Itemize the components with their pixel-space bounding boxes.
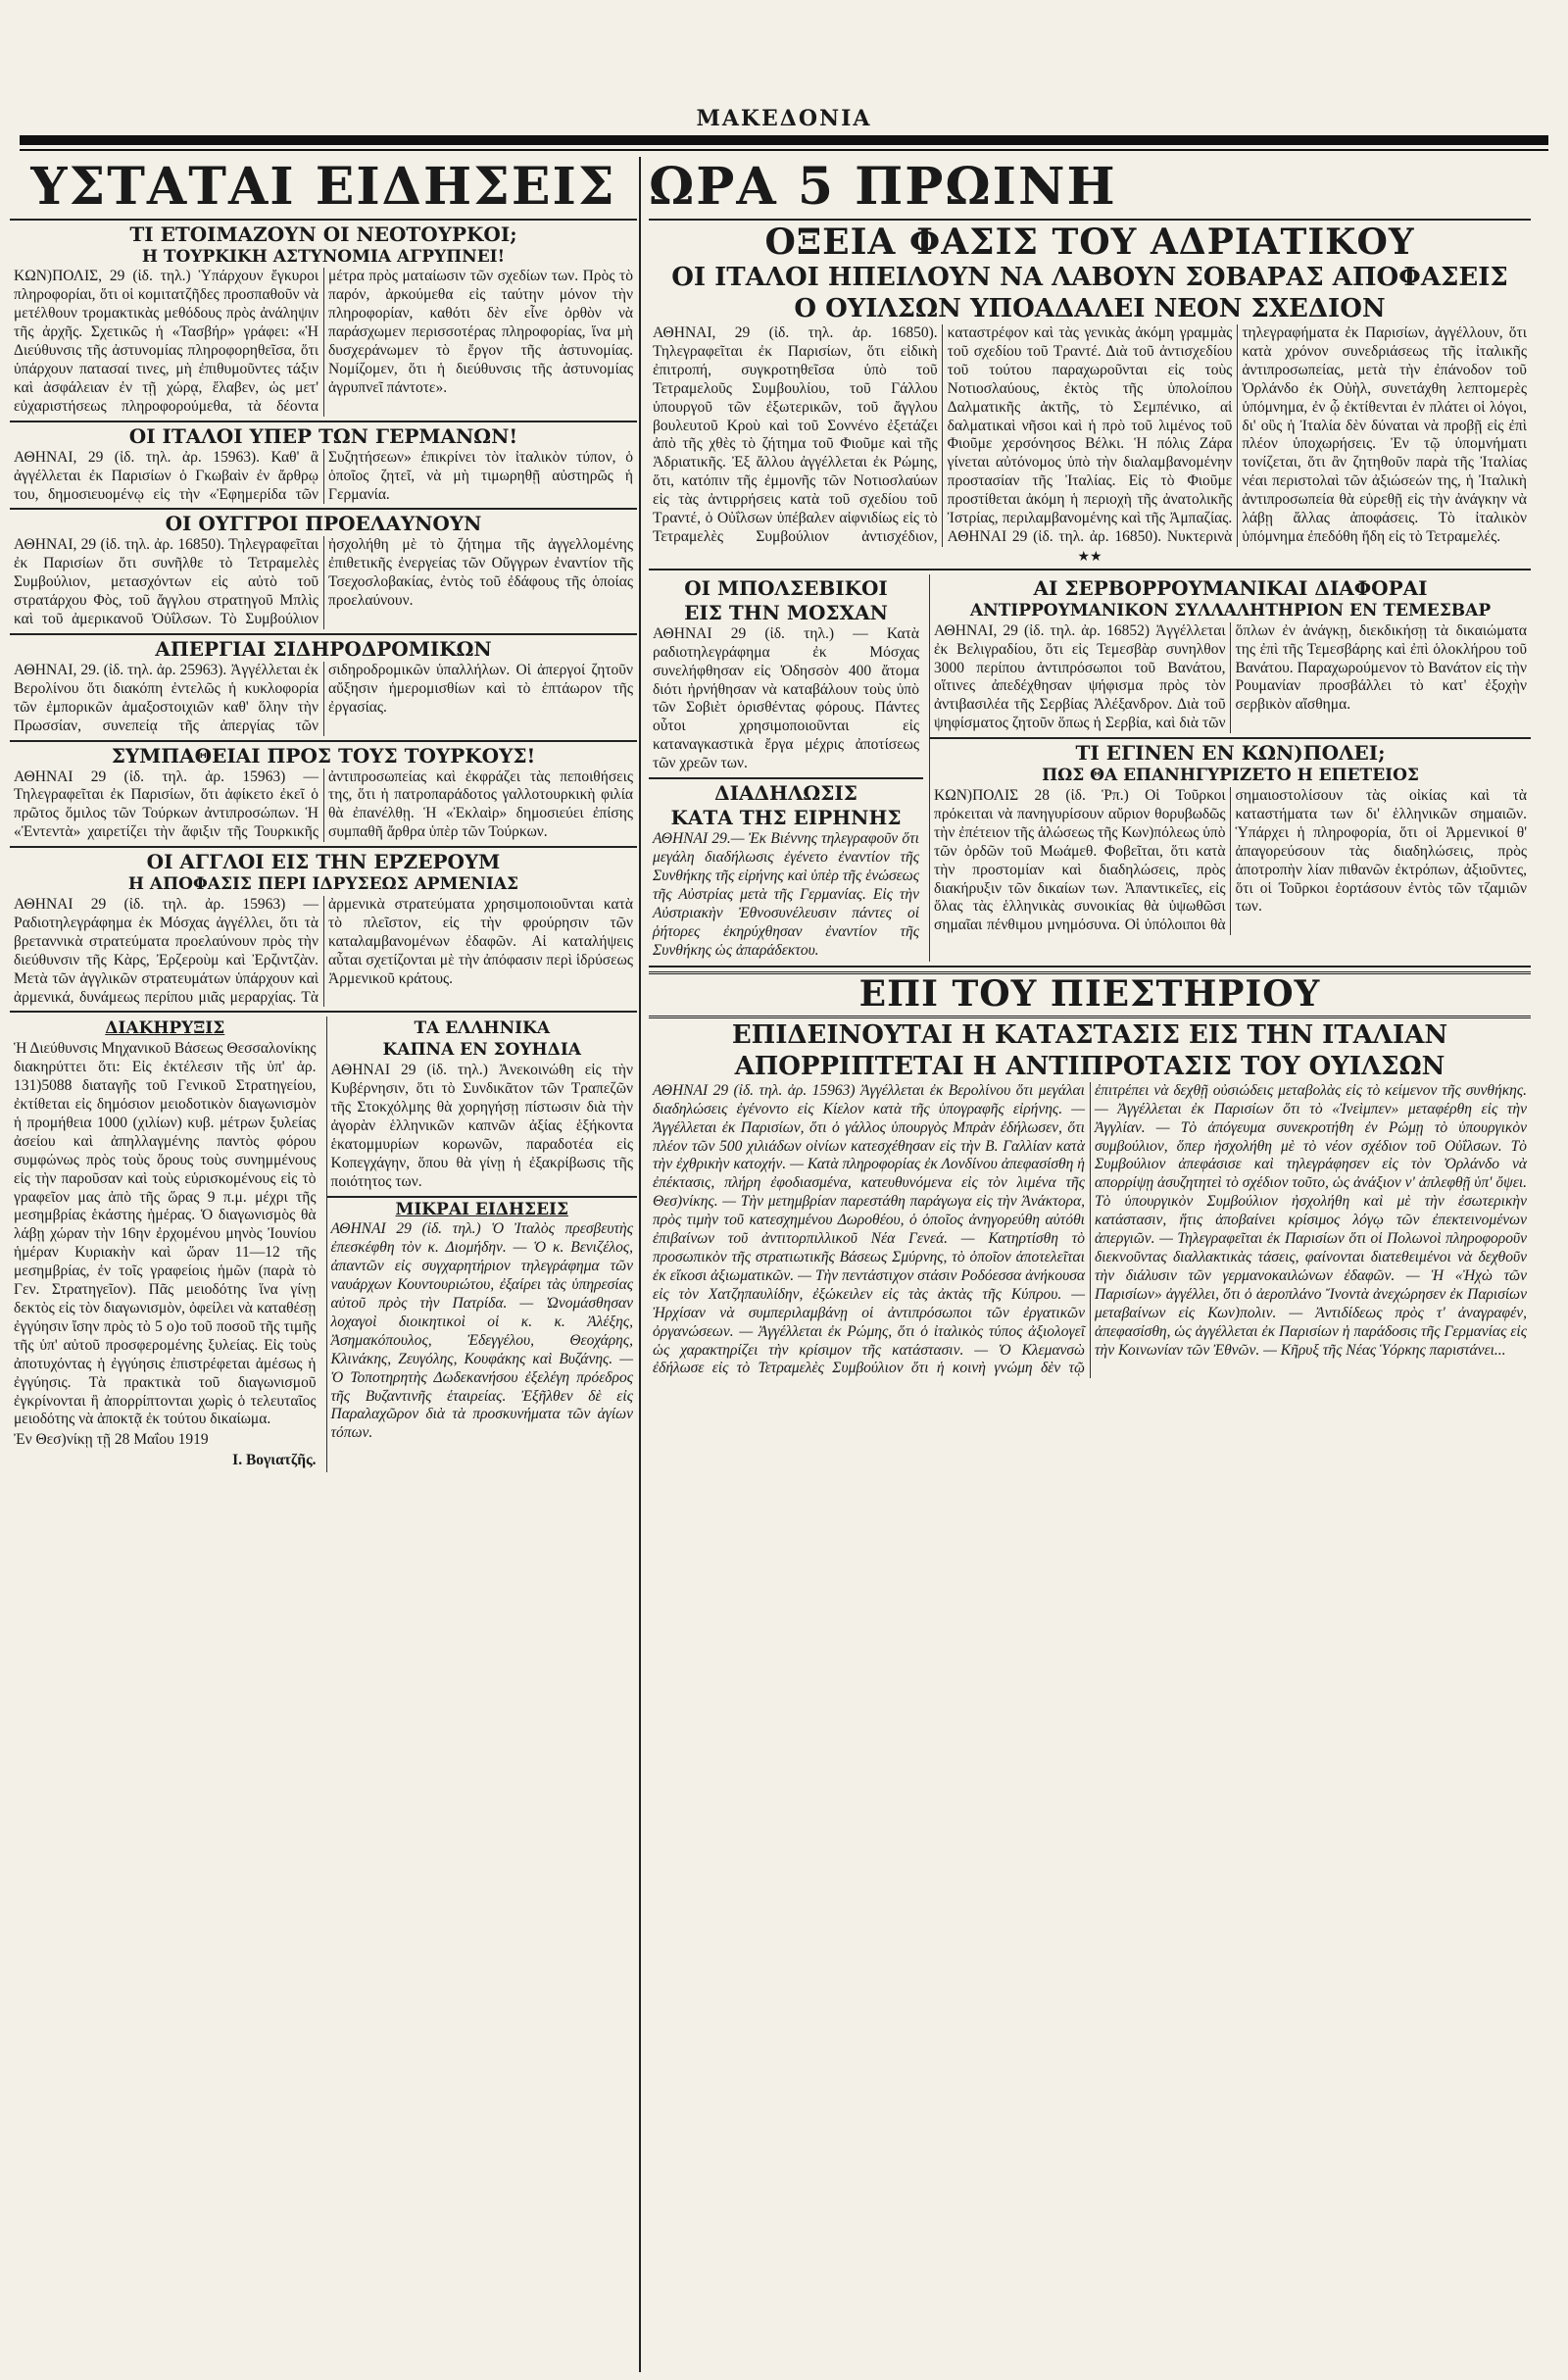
article-subheadline: ΟΙ ΙΤΑΛΟΙ ΗΠΕΙΛΟΥΝ ΝΑ ΛΑΒΟΥΝ ΣΟΒΑΡΑΣ ΑΠΟΦΑΣΕΙΣ <box>671 263 1508 293</box>
article-body: ΑΘΗΝΑΙ 29 (ἰδ. τηλ. ἀρ. 15963) — Ραδιοτηλεγράφημα ἐκ Μόσχας ἀγγέλλει, ὅτι τὰ βρεταννικὰ στρατεύματα προελαύνουν πρὸς τὴν διεύθυνσιν τῆς Κὰρς, Ἐρζεροὺμ καὶ Ἐρζιντζὰν. Μετὰ τῶν ἀγγλικῶν στρατευμάτων ὑπάρχουν καὶ ἀρμενικά, δυνάμεως περίπου μιᾶς μεραρχίας. Τὰ ἀρμενικὰ στρατεύματα χρησιμοποιοῦνται κατὰ τὸ πλεῖστον, εἰς τὴν φρούρησιν τῶν καταλαμβανομένων ἐδαφῶν. Αἱ καταλήψεις αὗται σχετίζονται μὲ τὴν ἀπόφασιν περὶ ἱδρύσεως Ἀρμενικοῦ κράτους. <box>14 896 633 1006</box>
article-body: ΑΘΗΝΑΙ 29 (ἰδ. τηλ. ἀρ. 15963) — Τηλεγραφεῖται ἐκ Παρισίων, ὅτι ἀφίκετο ἐκεῖ ὁ πρῶτος ὅμιλος τῶν Τούρκων ἀντιπροσώπων. Ἡ «Ἐντεντὰ» χαιρετίζει τὴν ἄφιξιν τῆς Τουρκικῆς ἀντιπροσωπείας καὶ ἐκφράζει τὰς πεποιθήσεις της, ὅτι ἡ πατροπαράδοτος γαλλοτουρκικὴ φιλία θὰ ἐπανέλθῃ. Ἡ «Ἐκλαὶρ» δημοσιεύει ἐπίσης συμπαθῆ ἄρθρα ὑπὲρ τῶν Τούρκων. <box>14 768 633 841</box>
left-news-column <box>10 157 637 1472</box>
top-rule <box>20 135 1548 145</box>
mid-right-grid <box>649 574 1531 963</box>
article-body: ΑΘΗΝΑΙ, 29. (ἰδ. τηλ. ἀρ. 25963). Ἀγγέλλεται ἐκ Βερολίνου ὅτι διακόπη ἐντελῶς ἡ κυκλοφορία τῶν ἐμπορικῶν ἁμαξοστοιχιῶν καθ' ὅλην τὴν Πρωσσίαν, συνεπείᾳ τῆς ἀπεργίας τῶν σιδηροδρομικῶν ὑπαλλήλων. Οἱ ἀπεργοί ζητοῦν αὔξησιν ἡμερομισθίων καὶ τὸ ἑπτάωρον τῆς ἐργασίας. <box>14 661 633 734</box>
article-signer: Ι. Βογιατζῆς. <box>232 1452 317 1469</box>
article-headline: ΟΙ ΟΥΓΓΡΟΙ ΠΡΟΕΛΑΥΝΟΥΝ <box>165 512 482 536</box>
article-headline: ΑΙ ΣΕΡΒΟΡΡΟΥΜΑΝΙΚΑΙ ΔΙΑΦΟΡΑΙ <box>1033 575 1428 600</box>
subcolumn-right <box>929 574 1531 963</box>
top-rule-thin <box>20 149 1548 151</box>
right-news-column <box>649 157 1531 1380</box>
article-subheadline: Η ΤΟΥΡΚΙΚΗ ΑΣΤΥΝΟΜΙΑ ΑΓΡΥΠΝΕΙ! <box>141 246 506 267</box>
article-body: ΑΘΗΝΑΙ, 29 (ἰδ. τηλ. ἀρ. 16852) Ἀγγέλλεται ἐκ Βελιγραδίου, ὅτι εἰς Τεμεσβὰρ συνηλθον 3000 περίπου ἀντιπρόσωποι τοῦ Βανάτου, οἵτινες ἀπεδέχθησαν ψήφισμα πρὸς τὸν ἀντιβασιλέα τῆς Σερβίας Ἀλέξανδρον. Διὰ τοῦ ψηφίσματος ζητοῦν ὅπως ἡ Σερβία, καὶ διὰ τῶν ὅπλων ἐν ἀνάγκῃ, διεκδικήσῃ τὰ δικαιώματα της ἐπὶ τῆς Τεμεσβάρης καὶ ἐπὶ ὁλοκλήρου τοῦ Βανάτου. Παραχωρούμενον τὸ Βανάτον εἰς τὴν Ρουμανίαν προσβάλλει τὸ κατ' ἐξοχὴν σερβικὸν αἴσθημα. <box>934 621 1527 732</box>
article-body: ΑΘΗΝΑΙ 29 (ἰδ. τηλ.) Ὁ Ἰταλὸς πρεσβευτὴς ἐπεσκέφθη τὸν κ. Διομήδην. — Ὁ κ. Βενιζέλος, ἀπαντῶν εἰς συγχαρητήριον τηλεγράφημα τῶν ναυάρχων Κουντουριώτου, ἐξαίρει τὰς ὑπηρεσίας αὐτοῦ πρὸς τὴν Πατρίδα. — Ὠνομάσθησαν λοχαγοὶ διοικητικοὶ οἱ κ. κ. Ἀλέξης, Ἀσημακόπουλος, Ἐδεγγέλου, Θεοχάρης, Κλινάκης, Ζευγόλης, Κουφάκης καὶ Βυζάνης. — Ὁ Τοποτηρητὴς Δωδεκανήσου ἐξελέγη πρόεδρος τῆς Βυζαντινῆς ἑταιρείας. Ἐξῆλθεν δὲ εἰς Παραλαχῶρον διὰ τὰ προσκυνήματα τῶν ἁγίων τόπων. <box>330 1220 633 1442</box>
article-headline: ΟΙ ΙΤΑΛΟΙ ΥΠΕΡ ΤΩΝ ΓΕΡΜΑΝΩΝ! <box>128 423 518 448</box>
divider <box>327 1196 638 1198</box>
article-headline: ΔΙΑΔΗΛΩΣΙΣ <box>714 781 858 806</box>
masthead: ΜΑΚΕΔΟΝΙΑ <box>696 106 872 131</box>
article-subheadline: ΚΑΠΝΑ ΕΝ ΣΟΥΗΔΙΑ <box>382 1040 581 1061</box>
article-headline: ΑΠΕΡΓΙΑΙ ΣΙΔΗΡΟΔΡΟΜΙΚΩΝ <box>155 636 492 661</box>
divider <box>10 846 637 848</box>
divider <box>649 219 1531 221</box>
article-subheadline: ΠΩΣ ΘΑ ΕΠΑΝΗΓΥΡΙΖΕΤΟ Η ΕΠΕΤΕΙΟΣ <box>1042 766 1419 786</box>
article-headline: ΔΙΑΚΗΡΥΞΙΣ <box>105 1018 225 1039</box>
article-headline: ΟΙ ΜΠΟΛΣΕΒΙΚΟΙ <box>684 575 888 600</box>
article-subheadline: Ο ΟΥΙΛΣΩΝ ΥΠΟΑΔΑΛΕΙ ΝΕΟΝ ΣΧΕΔΙΟΝ <box>794 293 1386 323</box>
article-diakiryxis <box>10 1016 320 1472</box>
article-body: ΑΘΗΝΑΙ, 29 (ἰδ. τηλ. ἀρ. 16850). Τηλεγραφεῖται ἐκ Παρισίων ὅτι συνῆλθε τὸ Τετραμελὲς Συμβούλιον, μετασχόντων εἰς αὐτὸ τοῦ στρατάρχου Φὸς, τοῦ ἄγγλου στρατηγοῦ Μπλὶς καὶ τοῦ ἀμερικανοῦ Ὀὐΐλσων. Τὸ Συμβούλιον ἠσχολήθη μὲ τὸ ζήτημα τῆς ἀγγελλομένης ἐπιθετικῆς ἐνεργείας τῶν Οὔγγρων ἐναντίον τῆς Τσεχοσλοβακίας, ἐντὸς τοῦ ἐδάφους τῆς ὁποίας προελαύνουν. <box>14 536 633 628</box>
subcolumn-left <box>649 574 923 963</box>
divider <box>10 508 637 510</box>
article-body: ΚΩΝ)ΠΟΛΙΣ, 29 (ἰδ. τηλ.) Ὑπάρχουν ἔγκυροι πληροφορίαι, ὅτι οἱ κομιτατζῆδες προσπαθοῦν νὰ μετέλθουν τρομακτικὰς μεθόδους πρὸς ἀνάληψιν τῆς ἀρχῆς. Σχετικῶς ἡ «Τασβήρ» γράφει: «Ἡ Διεύθυνσις τῆς ἀστυνομίας πληροφορηθεῖσα, ὅτι ὑπάρχουν πατασαί τινες, μὴ ἐπιθυμοῦντες τάξιν καὶ ἀσφάλειαν ἐν τῇ χώρᾳ, ἔλαβεν, ὡς μετ' εὐχαριστήσεως πληροφορούμεθα, τὰ δέοντα μέτρα πρὸς ματαίωσιν τῶν σχεδίων των. Πρὸς τὸ παρόν, ἀρκούμεθα εἰς ταύτην μόνον τὴν πληροφορίαν, καθότι δὲν εἶνε ὀρθὸν νὰ παράσχωμεν περισσοτέρας πληροφορίας, ἵνα μὴ δυσχεράνωμεν τὸ ἔργον τῆς ἀστυνομίας. Νομίζομεν, ὅτι ἡ διεύθυνσις τῆς ἀστυνομίας ἀγρυπνεῖ πάντοτε». <box>14 268 633 415</box>
article-subheadline: ΑΠΟΡΡΙΠΤΕΤΑΙ Η ΑΝΤΙΠΡΟΤΑΣΙΣ ΤΟΥ ΟΥΙΛΣΩΝ <box>734 1051 1446 1081</box>
article-headline: ΟΞΕΙΑ ΦΑΣΙΣ ΤΟΥ ΑΔΡΙΑΤΙΚΟΥ <box>764 221 1415 263</box>
article-body: ΑΘΗΝΑΙ 29.— Ἐκ Βιέννης τηλεγραφοῦν ὅτι μεγάλη διαδήλωσις ἐγένετο ἐναντίον τῆς Συνθήκης τῆς εἰρήνης καὶ ὑπὲρ τῆς ἑνώσεως τῆς Αὐστρίας μετὰ τῆς Γερμανίας. Εἰς τὴν Αὐστριακὴν Ἐθνοσυνέλευσιν πάντες οἱ ῥήτορες ἐκηρύχθησαν ἐναντίον τῆς Συνθήκης ὡς ἀπαράδεκτου. <box>653 830 919 959</box>
article-italoi-germanon <box>10 423 637 505</box>
article-subheadline: ΕΠΙΔΕΙΝΟΥΤΑΙ Η ΚΑΤΑΣΤΑΣΙΣ ΕΙΣ ΤΗΝ ΙΤΑΛΙΑΝ <box>731 1020 1448 1051</box>
column-divider <box>639 157 641 2372</box>
divider <box>10 219 637 221</box>
lower-left-grid <box>10 1016 637 1472</box>
article-headline: ΟΙ ΑΓΓΛΟΙ ΕΙΣ ΤΗΝ ΕΡΖΕΡΟΥΜ <box>146 850 501 874</box>
divider <box>10 1011 637 1013</box>
article-body: ΑΘΗΝΑΙ 29 (ἰδ. τηλ.) — Κατὰ ραδιοτηλεγράφημα ἐκ Μόσχας συνελήφθησαν εἰς Ὀδησσὸν 400 ἄτομα διότι ἠρνήθησαν νὰ καταβάλουν τοὺς ὑπὸ τῶν Σοβιὲτ ὁρισθέντας φόρους. Πάντες οὗτοι χρησιμοποιοῦνται εἰς καταναγκαστικὰ ἔργα μέχρις ἀποτίσεως τῶν χρεῶν των. <box>653 624 919 772</box>
article-headline: ΕΠΙ ΤΟΥ ΠΙΕΣΤΗΡΙΟΥ <box>649 971 1531 1018</box>
stars-separator: ★★ <box>1077 548 1102 565</box>
article-adriatikou <box>649 221 1531 565</box>
article-body: ΑΘΗΝΑΙ, 29 (ἰδ. τηλ. ἀρ. 16850). Τηλεγραφεῖται ἐκ Παρισίων, ὅτι εἰδικὴ ἐπιτροπή, συγκροτηθεῖσα ὑπὸ τοῦ Τετραμελοῦς Συμβουλίου, τοῦ Γάλλου ὑπουργοῦ τῶν ἐξωτερικῶν, τοῦ ἄγγλου βουλευτοῦ Κροὺ καὶ τοῦ Σοννένο ἐξετάζει ἀπὸ τῆς χθὲς τὸ ζήτημα τοῦ Φιοῦμε καὶ τῆς Ἀδριατικῆς. Ἐξ ἄλλου ἀγγέλλεται ἐκ Ρώμης, ὅτι, κατόπιν τῆς ἐμμονῆς τῶν Νοτιοσλαύων εἰς τὰς ἀντιρρήσεις κατὰ τοῦ σχεδίου τοῦ Τραντέ, ὁ Οὐΐλσων ὑπέβαλεν αἰφνιδίως εἰς τὸ Τετραμελὲς Συμβούλιον ἀντισχέδιον, καταστρέφον καὶ τὰς γενικὰς ἀκόμη γραμμὰς τοῦ σχεδίου τοῦ Τραντέ. Διὰ τοῦ ἀντισχεδίου τοῦ τούτου παραχωροῦνται εἰς τοὺς Νοτιοσλαύους, ἐκτὸς τῆς ὑπολοίπου Δαλματικῆς ἀκτῆς, τὸ Σεμπένικο, αἱ δαλματικαὶ νῆσοι καὶ ἡ πρὸ τοῦ λιμένος τοῦ Φιοῦμε χερσόνησος Βέλκι. Ἡ πόλις Ζάρα γίνεται αὐτόνομος ὑπὸ τὴν διαλαμβανομένην προστασίαν τῆς Ἰταλίας. Εἰς τὸ Φιοῦμε προστίθεται ἀκόμη ἡ περιοχὴ τῆς ἀνατολικῆς Ἰστρίας, περιλαμβανομένης καὶ τῆς Ἀμπαζίας. ΑΘΗΝΑΙ 29 (ἰδ. τηλ. ἀρ. 16850). Νυκτερινὰ τηλεγραφήματα ἐκ Παρισίων, ἀγγέλλουν, ὅτι κατὰ χρόνον συνεδριάσεως τῆς ἰταλικῆς ἀντιπροσωπείας, μετὰ τὴν ἐπάνοδον τοῦ Ὀρλάνδο ἐκ Οὐὴλ, συνετάχθη λεπτομερὲς ὑπόμνημα, ἐν ᾧ ἐκτίθενται ἐν πλάτει οἱ λόγοι, δι' οὓς ἡ Ἰταλία δὲν δύναται νὰ προβῇ εἰς ἐπὶ πλέον ὑποχωρήσεις. Ἐν τῷ ὑπομνήματι τονίζεται, ὅτι ἂν ζητηθοῦν παρὰ τῆς Ἰταλίας νέαι περιστολαὶ τῶν ἀξιώσεών της, ἡ Ἰταλικὴ ἀντιπροσωπεία θὰ εὑρεθῇ εἰς τὴν ἀνάγκην νὰ λάβῃ ἄλλας ἀποφάσεις. Τὸ ἰταλικὸν ὑπόμνημα ἐπεδόθη ἤδη εἰς τὸ Τετραμελές. <box>653 323 1527 545</box>
article-subheadline: ΕΙΣ ΤΗΝ ΜΟΣΧΑΝ <box>684 600 888 624</box>
article-neoturkoi <box>10 224 637 417</box>
article-subheadline: ΑΝΤΙΡΡΟΥΜΑΝΙΚΟΝ ΣΥΛΛΑΛΗΤΗΡΙΟΝ ΕΝ ΤΕΜΕΣΒΑΡ <box>969 600 1492 620</box>
article-apergiai <box>10 636 637 736</box>
article-headline: ΜΙΚΡΑΙ ΕΙΔΗΣΕΙΣ <box>395 1199 568 1219</box>
article-ouggroi <box>10 514 637 629</box>
article-body: ΑΘΗΝΑΙ 29 (ἰδ. τηλ.) Ἀνεκοινώθη εἰς τὴν Κυβέρνησιν, ὅτι τὸ Συνδικᾶτον τῶν Τραπεζῶν τῆς Στοκχόλμης θὰ χορηγήσῃ πίστωσιν διὰ τὴν ἀγορὰν ἑλληνικῶν καπνῶν ἀξίας ἑξήκοντα ἑκατομμυρίων κορωνῶν, παραδοτέα εἰς Κοπεγχάγην, ὅπου θὰ γίνῃ ἡ ἐξακρίβωσις τῆς ποιότητος των. <box>330 1062 633 1190</box>
article-aggloi-erzeroum <box>10 852 637 1007</box>
article-body: ΑΘΗΝΑΙ, 29 (ἰδ. τηλ. ἀρ. 15963). Καθ' ἃ ἀγγέλλεται ἐκ Παρισίων ὁ Γκωβαὶν ἐν ἄρθρῳ του, δημοσιευομένῳ εἰς τὴν «Ἐφημερίδα τῶν Συζητήσεων» ἐπικρίνει τὸν ἰταλικὸν τύπον, ὁ ὁποῖος ζητεῖ, νὰ μὴ τιμωρηθῇ αὐστηρῶς ἡ Γερμανία. <box>14 448 633 503</box>
divider <box>649 569 1531 570</box>
left-section-title: ΥΣΤΑΤΑΙ ΕΙΔΗΣΕΙΣ <box>30 157 616 217</box>
article-body: ΚΩΝ)ΠΟΛΙΣ 28 (ἰδ. Ῥπ.) Οἱ Τοῦρκοι πρόκειται νὰ πανηγυρίσουν αὔριον θορυβωδῶς τὴν ἐπέτειον τῆς ἁλώσεως τῆς Κων)πόλεως ὑπὸ τῶν ὀρδῶν τοῦ Μωάμεθ. Φοβεῖται, ὅτι κατὰ τὴν προστομίαν καὶ διαδηλώσεις, πρὸς διακήρυξιν τῶν δικαίων των. Ἀπαντικεῖες, εἰς ὅλας τὰς ἑλληνικὰς συνοικίας θὰ ὑψωθῶσι σημαῖαι πένθιμου μνημόσυνα. Οἱ ὑπόλοιποι θὰ σημαιοστολίσουν τὰς οἰκίας καὶ τὰ καταστήματα των δι' ἑλληνικῶν σημαιῶν. Ὑπάρχει ἡ πληροφορία, ὅτι οἱ Ἀρμενικοί θ' ἀπαγορεύσουν τὰς διαδηλώσεις, πρὸς ἀποτροπὴν λίαν πιθανῶν ἐκτρόπων, ἀξιοῦντες, ὅτι οἱ Τοῦρκοι ἑορτάσουν ἐντὸς τῶν τζαμιῶν των. <box>934 786 1527 934</box>
article-piestiriou <box>649 971 1531 1378</box>
article-subheadline: Η ΑΠΟΦΑΣΙΣ ΠΕΡΙ ΙΔΡΥΣΕΩΣ ΑΡΜΕΝΙΑΣ <box>127 874 519 895</box>
article-headline: ΣΥΜΠΑΘΕΙΑΙ ΠΡΟΣ ΤΟΥΣ ΤΟΥΡΚΟΥΣ! <box>111 743 536 768</box>
right-subcolumn <box>326 1016 638 1472</box>
article-dateline: Ἐν Θεσ)νίκῃ τῇ 28 Μαΐου 1919 <box>14 1431 209 1449</box>
article-body: ΑΘΗΝΑΙ 29 (ἰδ. τηλ. ἀρ. 15963) Ἀγγέλλεται ἐκ Βερολίνου ὅτι μεγάλαι διαδηλώσεις ἐγένοντο εἰς Κίελον κατὰ τῆς ὑπογραφῆς εἰρήνης. — Ἀγγέλλεται ἐκ Παρισίων, ὅτι ὁ γάλλος ὑπουργὸς Μπρὰν ἐδήλωσεν, ὅτι πλέον τῶν 500 χιλιάδων οἰνίων κατεσχέθησαν εἰς τὴν Β. Γαλλίαν κατὰ τὴν ἐχθρικὴν κατοχήν. — Κατὰ πληροφορίας ἐκ Λονδίνου ἀπεφασίσθη ἡ ἐπέκτασις, πλήρη ἐφοδιασμένα, κατευθυνόμενα εἰς τὸν λιμένα τῆς Θεσ)νίκης. — Τὴν μετημβρίαν παρεστάθη παράγωγα εἰς τὴν Ἀνάκτορα, πρὸς τιμὴν τοῦ κατεσχημένου Δωροθέου, ὁ ὁποῖος ἀνηγορεύθη αὐτόθι ἐπιβαίνων τοῦ ἀντιτορπιλλικοῦ Νέα Γενεά. — Κατηρτίσθη τὸ προσωπικὸν τῆς στρατιωτικῆς Βάσεως Σμύρνης, τὸ ὁποῖον ἀποτελεῖται ἐκ εἴκοσι ἀξιωματικῶν. — Τὴν πεντάστιχον στάσιν Ροδόεσσα ἀνήκουσα εἰς τὸν Χατζηπαυλίδην, ἐξώκειλεν εἰς τὰς ἀκτὰς τῆς Κύπρου. — Ἠρχίσαν νὰ συμπεριλαμβάνῃ οἱ ἀντιπρόσωποι τῶν ἐργατικῶν ὀργανώσεων. — Ἀγγέλλεται ἐκ Ρώμης, ὅτι ὁ ἰταλικὸς τύπος ἀξιολογεῖ ὡς χαρακτηρίζει τὴν κρίσιμον τῆς κατάστασιν. — Ὁ Κλεμανσὼ ἐδήλωσε εἰς τὸ Τετραμελὲς Συμβούλιον ὅτι ἡ κοινὴ γνώμη δὲν τῷ ἐπιτρέπει νὰ δεχθῇ οὐσιώδεις μεταβολὰς εἰς τὸ κείμενον τῆς συνθήκης. — Ἀγγέλλεται ἐκ Παρισίων ὅτι τὸ «Ἰνεὶμπεν» μεταφέρθη εἰς τὴν Ἀγγλίαν. — Τὸ ἀπόγευμα συνεκροτήθη ἐν Ρώμῃ τὸ ὑπουργικὸν συμβούλιον, ὅπερ ἠσχολήθη μὲ τὸ νέον σχέδιον τοῦ Οὐΐλσων. Τὸ Συμβούλιον ἀπεφάσισε καὶ τηλεγράφησεν εἰς τὸν Ὀρλάνδο νὰ απορρίψῃ ἀσυζητητεὶ τὸ σχέδιον τοῦτο, ὡς ἀνάξιον ν' ἀπλεφθῇ ὑπ' ὄψει. Τὸ ὑπουργικὸν Συμβούλιον ἠσχολήθη καὶ μὲ τὴν ἐσωτερικὴν κατάστασιν, ἥτις ἀποβαίνει κρίσιμος λόγῳ τῶν ἐπεκτεινομένων ἀπεργιῶν. — Τηλεγραφεῖται ἐκ Παρισίων ὅτι οἱ Πολωνοὶ πληροφοροῦν διεκνοῦντας διαλλακτικὰς τάσεις, φαίνονται διατεθειμένοι νὰ δεχθοῦν τὴν διάλυσιν τῶν γερμανοκαιλώνων ἐδαφῶν. — Ἡ «Ἠχὼ τῶν Παρισίων» ἀγγέλλει, ὅτι ὁ ἀεροπλάνο Ἴνοντὰ ἀνεχώρησεν ἐκ Παρισίων μεταβαίνων εἰς Κων)πολιν. — Ἀντιδίδεως πρὸς τ' ἀναγραφέν, ἀπεφασίσθη, ὡς ἀγγέλλεται ἐκ Παρισίων ἡ παράδοσις τῆς Γερμανίας εἰς τὴν Κοινωνίαν τῶν Ἐθνῶν. — Κῆρυξ τῆς Νέας Ὑόρκης παριστάνει... <box>653 1081 1527 1377</box>
divider <box>930 737 1531 739</box>
article-sympatheiai <box>10 743 637 843</box>
divider <box>10 633 637 635</box>
article-subheadline: ΚΑΤΑ ΤΗΣ ΕΙΡΗΝΗΣ <box>670 806 902 830</box>
article-body: Ἡ Διεύθυνσις Μηχανικοῦ Βάσεως Θεσσαλονίκης διακηρύττει ὅτι: Εἰς ἐκτέλεσιν τῆς ὑπ' ἀρ. 131)5088 διαταγῆς τοῦ Γενικοῦ Στρατηγείου, ἐκτίθεται εἰς δημόσιον μειοδοτικὸν διαγωνισμὸν ἡ προμήθεια 1000 (χιλίων) κυβ. μέτρων ξυλείας ἀσείου καὶ ἀπηλλαγμένης παντὸς φόρου συμφώνως πρὸς τοὺς ὅρους τοὺς συνημμένους εἰς τὴν παροῦσαν καὶ τοὺς εὑρισκομένους εἰς τὸ γραφεῖον μας ἀπὸ τῆς ὥρας 9 π.μ. μέχρι τῆς μεσημβρίας ἑκάστης ἡμέρας. Ὁ διαγωνισμὸς θὰ λάβῃ χώραν τὴν 16ην ἐρχομένου μηνὸς Ἰουνίου ἡμέραν Κυριακὴν καὶ ὥραν 11—12 τῆς μεσημβρίας, ἐν τοῖς γραφείοις ἡμῶν (παρὰ τὸ Γεν. Στρατηγεῖον). Πᾶς μειοδότης ἵνα γίνῃ δεκτὸς εἰς τὸν διαγωνισμὸν, ὀφείλει νὰ καταθέσῃ ἐγγύησιν ἴσην πρὸς τὸ 5 ο)ο τοῦ ποσοῦ τῆς τιμῆς τῆς ὑπ' αὐτοῦ προσφερομένης ξυλείας. Εἰς τοὺς ἀποτυχόντας ἡ ἐγγύησις ἐπιστρέφεται ἀμέσως ἡ ἐγγύησις. Τὰ πρακτικὰ τοῦ διαγωνισμοῦ ἐγκρίνονται ἢ ἀπορρίπτονται χωρὶς ὁ τελευταῖος μειοδότης νὰ ἀποκτᾷ ἐκ τούτου δικαίωμα. <box>14 1040 317 1428</box>
article-headline: ΤΙ ΕΤΟΙΜΑΖΟΥΝ ΟΙ ΝΕΟΤΟΥΡΚΟΙ; <box>129 222 517 246</box>
divider <box>649 777 923 779</box>
article-headline: ΤΙ ΕΓΙΝΕΝ ΕΝ ΚΩΝ)ΠΟΛΕΙ; <box>1075 741 1386 766</box>
divider <box>649 966 1531 967</box>
article-headline: ΤΑ ΕΛΛΗΝΙΚΑ <box>414 1018 551 1039</box>
right-section-title: ΩΡΑ 5 ΠΡΩΙΝΗ <box>649 157 1117 217</box>
divider <box>10 421 637 422</box>
divider <box>10 740 637 742</box>
